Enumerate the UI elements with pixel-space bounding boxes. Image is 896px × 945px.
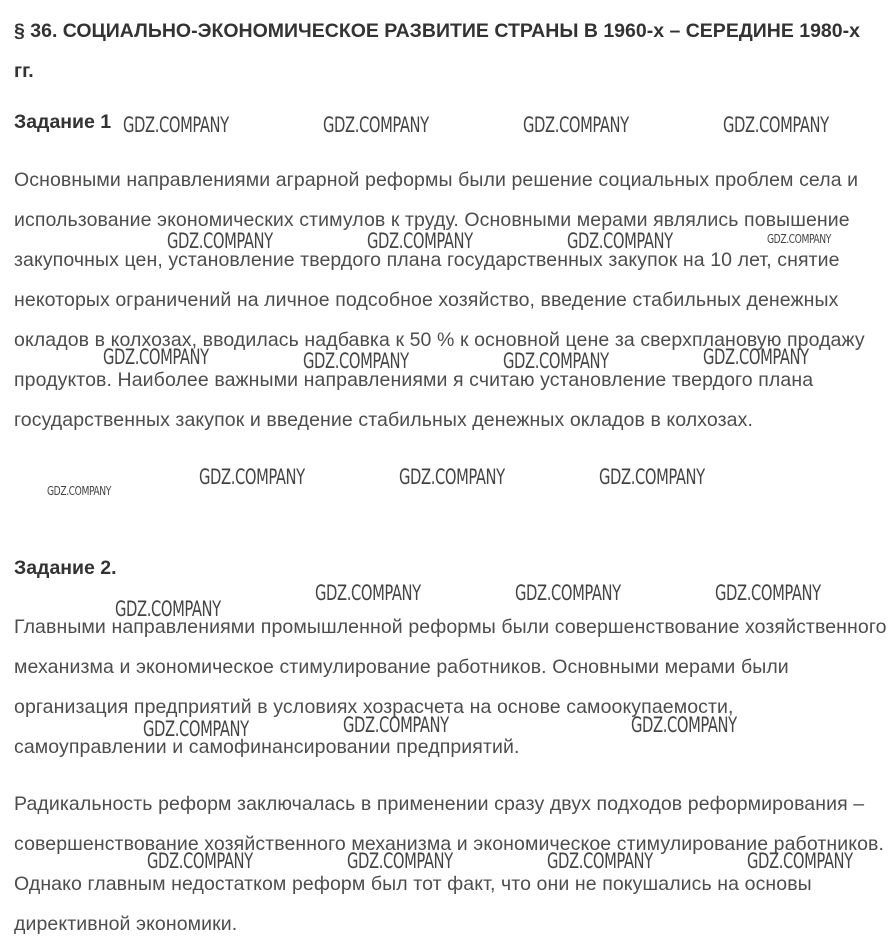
watermark: GDZ.COMPANY bbox=[631, 713, 737, 737]
watermark: GDZ.COMPANY bbox=[143, 717, 249, 741]
watermark: GDZ.COMPANY bbox=[123, 113, 229, 137]
watermark: GDZ.COMPANY bbox=[723, 113, 829, 137]
page-title: § 36. СОЦИАЛЬНО-ЭКОНОМИЧЕСКОЕ РАЗВИТИЕ СТРАНЫ В 1960-х – СЕРЕДИНЕ 1980-х гг. bbox=[14, 20, 860, 82]
task-2-paragraph-1: Главными направлениями промышленной реформы были совершенствование хозяйственного механизма и экономическое стимулирование работников. Основными мерами были организация предприятий в условиях хозрасчета на основе самоокупаемости, самоуправлении и самофинансировании предприятий. bbox=[14, 616, 887, 758]
watermark: GDZ.COMPANY bbox=[399, 465, 505, 489]
watermark: GDZ.COMPANY bbox=[503, 349, 609, 373]
watermark: GDZ.COMPANY bbox=[343, 713, 449, 737]
watermark: GDZ.COMPANY bbox=[303, 349, 409, 373]
watermark: GDZ.COMPANY bbox=[703, 345, 809, 369]
watermark: GDZ.COMPANY bbox=[547, 849, 653, 873]
watermark: GDZ.COMPANY bbox=[515, 581, 621, 605]
watermark: GDZ.COMPANY bbox=[103, 345, 209, 369]
watermark: GDZ.COMPANY bbox=[199, 465, 305, 489]
task-2-paragraph-2: Радикальность реформ заключалась в применении сразу двух подходов реформирования – совершенствование хозяйственного механизма и экономическое стимулирование работников. Однако главным недостатком реформ был тот факт, что они не покушались на основы директивной экономики. bbox=[14, 793, 885, 935]
watermark: GDZ.COMPANY bbox=[147, 849, 253, 873]
watermark: GDZ.COMPANY bbox=[715, 581, 821, 605]
watermark: GDZ.COMPANY bbox=[523, 113, 629, 137]
watermark: GDZ.COMPANY bbox=[367, 229, 473, 253]
watermark: GDZ.COMPANY bbox=[167, 229, 273, 253]
watermark: GDZ.COMPANY bbox=[347, 849, 453, 873]
watermark: GDZ.COMPANY bbox=[767, 232, 831, 246]
watermark: GDZ.COMPANY bbox=[315, 581, 421, 605]
watermark: GDZ.COMPANY bbox=[747, 849, 853, 873]
task-1-text: Основными направлениями аграрной реформы были решение социальных проблем села и использование экономических стимулов к труду. Основными мерами являлись повышение закупочных цен, установление твердого плана государственных закупок на 10 лет, снятие некоторых ограничений на личное подсобное хозяйство, введение стабильных денежных окладов в колхозах, вводилась надбавка к 50 % к основной цене за сверхплановую продажу продуктов. Наиболее важными направлениями я считаю установление твердого плана государственных закупок и введение стабильных денежных окладов в колхозах. bbox=[14, 169, 865, 431]
task-2-heading: Задание 2. bbox=[14, 557, 117, 579]
watermark: GDZ.COMPANY bbox=[115, 597, 221, 621]
watermark: GDZ.COMPANY bbox=[567, 229, 673, 253]
watermark: GDZ.COMPANY bbox=[47, 484, 111, 498]
watermark: GDZ.COMPANY bbox=[599, 465, 705, 489]
task-1-heading: Задание 1 bbox=[14, 111, 112, 133]
watermark: GDZ.COMPANY bbox=[323, 113, 429, 137]
